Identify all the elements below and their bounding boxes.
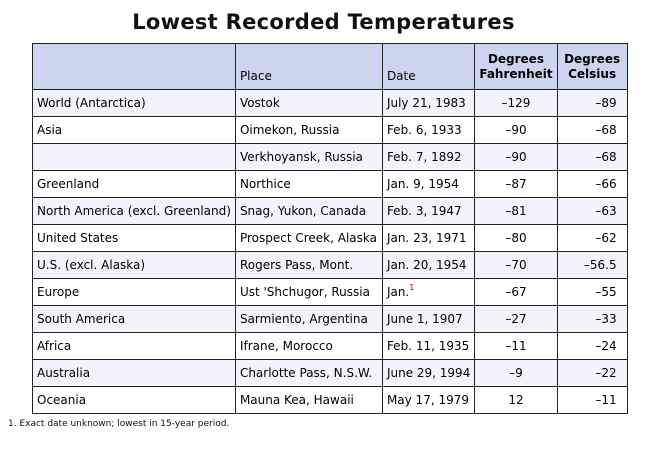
cell-date-text: June 29, 1994 [386, 366, 471, 380]
cell-date [382, 171, 474, 198]
cell-date-text: May 17, 1979 [386, 393, 469, 407]
footnote: 1. Exact date unknown; lowest in 15-year period. [8, 419, 230, 429]
cell-celsius [557, 279, 627, 306]
cell-celsius-text: –68 [595, 150, 617, 164]
cell-region [33, 306, 236, 333]
table-row [33, 333, 628, 360]
cell-region [33, 198, 236, 225]
cell-fahrenheit [475, 225, 557, 252]
cell-region-text: South America [37, 312, 126, 326]
cell-fahrenheit-text: –70 [505, 258, 527, 272]
cell-place-text: Oimekon, Russia [239, 123, 340, 137]
cell-celsius [557, 360, 627, 387]
header-place: Place [235, 44, 382, 90]
cell-fahrenheit-text: 12 [508, 393, 524, 407]
cell-fahrenheit [475, 333, 557, 360]
table-row [33, 198, 628, 225]
cell-region [33, 117, 236, 144]
cell-fahrenheit-text: –81 [505, 204, 527, 218]
cell-place-text: Vostok [239, 96, 280, 110]
cell-fahrenheit [475, 117, 557, 144]
cell-region-text: Africa [37, 339, 72, 353]
cell-date-text: Jan. 20, 1954 [386, 258, 467, 272]
cell-place-text: Ifrane, Morocco [239, 339, 333, 353]
footnote-marker[interactable]: 1 [409, 283, 415, 292]
cell-place [235, 360, 382, 387]
table-row [33, 306, 628, 333]
cell-celsius [557, 117, 627, 144]
cell-place [235, 144, 382, 171]
header-fahrenheit-line2: Fahrenheit [479, 67, 553, 81]
cell-fahrenheit-text: –129 [501, 96, 531, 110]
cell-fahrenheit [475, 171, 557, 198]
table-row [33, 117, 628, 144]
cell-date [382, 387, 474, 414]
cell-place [235, 306, 382, 333]
cell-date [382, 333, 474, 360]
cell-region [33, 279, 236, 306]
cell-celsius-text: –63 [595, 204, 617, 218]
table-row [33, 360, 628, 387]
cell-fahrenheit [475, 279, 557, 306]
cell-region [33, 171, 236, 198]
table-row [33, 252, 628, 279]
cell-place-text: Charlotte Pass, N.S.W. [239, 366, 373, 380]
cell-place-text: Ust 'Shchugor, Russia [239, 285, 370, 299]
cell-region [33, 333, 236, 360]
cell-date [382, 279, 474, 306]
cell-fahrenheit-text: –9 [509, 366, 523, 380]
cell-region-text: Asia [37, 123, 63, 137]
cell-celsius-text: –24 [595, 339, 617, 353]
cell-place-text: Prospect Creek, Alaska [239, 231, 377, 245]
cell-region-text: U.S. (excl. Alaska) [37, 258, 146, 272]
cell-date [382, 90, 474, 117]
cell-fahrenheit [475, 306, 557, 333]
table-row [33, 387, 628, 414]
cell-celsius [557, 90, 627, 117]
cell-fahrenheit [475, 90, 557, 117]
table-row [33, 279, 628, 306]
cell-fahrenheit-text: –67 [505, 285, 527, 299]
cell-date-text: Jan. 23, 1971 [386, 231, 467, 245]
cell-fahrenheit-text: –87 [505, 177, 527, 191]
cell-place-text: Mauna Kea, Hawaii [239, 393, 354, 407]
table-header-row [33, 44, 628, 90]
cell-date-text: June 1, 1907 [386, 312, 463, 326]
cell-date [382, 117, 474, 144]
cell-celsius [557, 144, 627, 171]
cell-date-text: Feb. 7, 1892 [386, 150, 462, 164]
cell-place [235, 171, 382, 198]
cell-place-text: Rogers Pass, Mont. [239, 258, 354, 272]
page-title: Lowest Recorded Temperatures [132, 10, 515, 34]
cell-region-text: Australia [37, 366, 91, 380]
cell-date-text: July 21, 1983 [386, 96, 466, 110]
cell-region-text: Greenland [37, 177, 100, 191]
cell-fahrenheit-text: –27 [505, 312, 527, 326]
cell-region [33, 90, 236, 117]
cell-celsius [557, 252, 627, 279]
header-celsius-line2: Celsius [568, 67, 617, 81]
header-date: Date [382, 44, 474, 90]
cell-celsius [557, 306, 627, 333]
cell-place [235, 252, 382, 279]
cell-celsius-text: –56.5 [583, 258, 617, 272]
cell-date-text: Jan. 9, 1954 [386, 177, 459, 191]
cell-place [235, 117, 382, 144]
cell-celsius-text: –55 [595, 285, 617, 299]
cell-place [235, 90, 382, 117]
temperature-table [32, 43, 628, 414]
cell-celsius [557, 171, 627, 198]
header-fahrenheit [475, 44, 557, 90]
cell-fahrenheit-text: –90 [505, 123, 527, 137]
cell-region [33, 252, 236, 279]
cell-celsius [557, 333, 627, 360]
cell-region-text: United States [37, 231, 119, 245]
cell-region [33, 387, 236, 414]
cell-celsius-text: –89 [595, 96, 617, 110]
cell-celsius [557, 198, 627, 225]
cell-date [382, 306, 474, 333]
cell-celsius-text: –11 [595, 393, 617, 407]
cell-region-text: World (Antarctica) [37, 96, 146, 110]
cell-region-text: Oceania [37, 393, 87, 407]
header-celsius-line1: Degrees [564, 52, 621, 66]
cell-fahrenheit [475, 198, 557, 225]
cell-fahrenheit [475, 252, 557, 279]
cell-celsius-text: –62 [595, 231, 617, 245]
header-celsius [557, 44, 627, 90]
cell-region [33, 360, 236, 387]
cell-place-text: Snag, Yukon, Canada [239, 204, 367, 218]
cell-fahrenheit [475, 144, 557, 171]
cell-place-text: Verkhoyansk, Russia [239, 150, 363, 164]
cell-region-text: North America (excl. Greenland) [37, 204, 231, 218]
header-fahrenheit-line1: Degrees [487, 52, 544, 66]
cell-region [33, 225, 236, 252]
cell-celsius-text: –68 [595, 123, 617, 137]
cell-place [235, 387, 382, 414]
cell-date [382, 225, 474, 252]
cell-place [235, 279, 382, 306]
cell-date-text: Feb. 11, 1935 [386, 339, 470, 353]
cell-region-text: Europe [37, 285, 80, 299]
cell-region [33, 144, 236, 171]
cell-date-text: Jan. [386, 285, 410, 299]
cell-date-text: Feb. 6, 1933 [386, 123, 462, 137]
cell-place-text: Northice [239, 177, 291, 191]
header-region [33, 44, 236, 90]
table-row [33, 225, 628, 252]
cell-fahrenheit [475, 387, 557, 414]
cell-fahrenheit-text: –11 [505, 339, 527, 353]
cell-place [235, 198, 382, 225]
table-row [33, 90, 628, 117]
cell-date [382, 144, 474, 171]
table-row [33, 144, 628, 171]
cell-fahrenheit-text: –90 [505, 150, 527, 164]
cell-celsius-text: –33 [595, 312, 617, 326]
cell-celsius [557, 225, 627, 252]
cell-place [235, 333, 382, 360]
cell-date [382, 252, 474, 279]
cell-celsius [557, 387, 627, 414]
cell-celsius-text: –22 [595, 366, 617, 380]
cell-place [235, 225, 382, 252]
table-row [33, 171, 628, 198]
cell-date [382, 198, 474, 225]
cell-fahrenheit-text: –80 [505, 231, 527, 245]
cell-celsius-text: –66 [595, 177, 617, 191]
cell-place-text: Sarmiento, Argentina [239, 312, 368, 326]
cell-date-text: Feb. 3, 1947 [386, 204, 462, 218]
cell-date [382, 360, 474, 387]
cell-fahrenheit [475, 360, 557, 387]
